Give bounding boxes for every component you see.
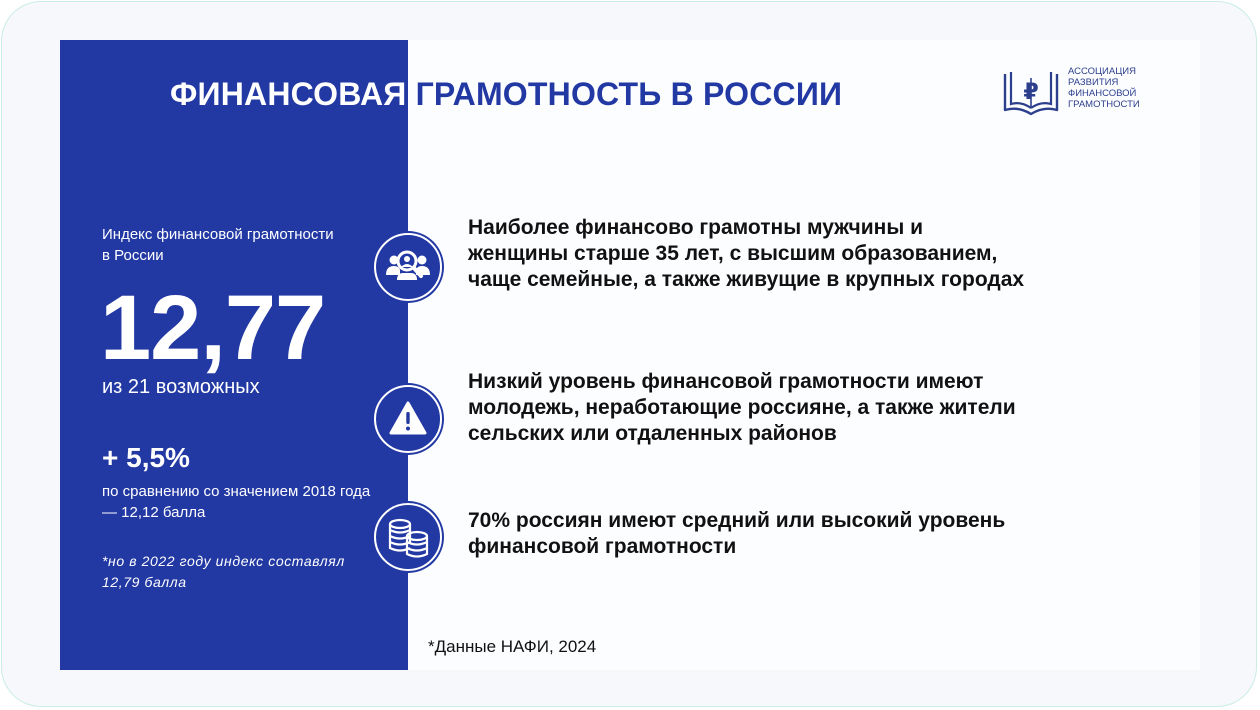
people-search-icon [374,233,442,301]
index-growth: + 5,5% [102,442,190,473]
index-compare: по сравнению со значением 2018 года — 12,12 балла [102,483,371,521]
association-logo [1002,64,1142,120]
logo-text [1068,66,1140,110]
source-note: *Данные НАФИ, 2024 [428,637,597,656]
index-note: *но в 2022 году индекс составлял 12,79 балла [102,553,345,590]
index-label: Индекс финансовой грамотности в России [102,226,334,264]
logo-line: ФИНАНСОВОЙ [1068,88,1137,99]
warning-icon [374,385,442,453]
index-max: из 21 возможных [102,376,260,398]
fact-text: Низкий уровень финансовой грамотности имеют молодежь, неработающие россияне, а также жители сельских или отдаленных районов [468,370,1016,445]
book-ruble-icon [1002,68,1060,118]
fact-text: Наиболее финансово грамотны мужчины и женщины старше 35 лет, с высшим образованием, чаще семейные, а также живущие в крупных городах [468,216,1025,291]
index-value: 12,77 [100,277,326,379]
ruble-sign: ₽ [1023,80,1039,105]
logo-line: ГРАМОТНОСТИ [1068,99,1140,110]
title-part-2: ГРАМОТНОСТЬ В РОССИИ [415,76,843,112]
fact-text: 70% россиян имеют средний или высокий уровень финансовой грамотности [468,509,1006,558]
coins-icon [374,503,442,571]
logo-line: АССОЦИАЦИЯ [1068,66,1136,77]
title-part-1: ФИНАНСОВАЯ [170,76,407,112]
logo-line: РАЗВИТИЯ [1068,77,1119,88]
page-title [170,74,842,114]
